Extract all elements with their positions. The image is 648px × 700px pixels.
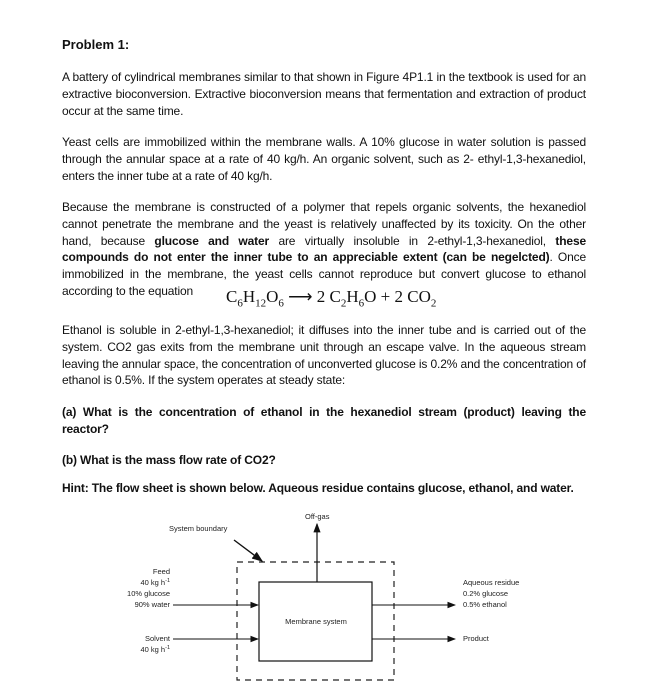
- feed-glucose: 10% glucose: [127, 589, 170, 598]
- aqueous-glucose: 0.2% glucose: [463, 589, 509, 598]
- question-a: (a) What is the concentration of ethanol in the hexanediol stream (product) leaving the reactor?: [62, 405, 586, 436]
- feed-label: Feed: [152, 567, 170, 576]
- feed-rate: 40 kg $h^{-1}$: [140, 578, 170, 587]
- boundary-pointer-arrow: [234, 540, 262, 561]
- text: . Once immobilized in the membrane, the yeast cells cannot reproduce but convert glucose to ethanol according to the equation: [62, 250, 586, 298]
- hint: Hint: The flow sheet is shown below. Aqueous residue contains glucose, ethanol, and water.: [62, 481, 574, 495]
- bold-text: glucose and water: [154, 233, 270, 248]
- solvent-rate: 40 kg $h^{-1}$: [140, 645, 170, 654]
- text: Because the membrane is constructed of a polymer that repels organic solvents, the hexanediol cannot penetrate the membrane and the yeast is relatively unaffected by its toxicity. On the other hand, because: [62, 200, 586, 248]
- paragraph-yeast: Yeast cells are immobilized within the membrane walls. A 10% glucose in water solution is passed through the annular space at a rate of 40 kg/h. An organic solvent, such as 2- ethyl-1,3-hexanediol, enters the inner tube at a rate of 40 kg/h.: [62, 135, 586, 183]
- boundary-label: System boundary: [169, 524, 228, 533]
- membrane-label: Membrane system: [285, 617, 347, 626]
- aqueous-label: Aqueous residue: [463, 578, 520, 587]
- aqueous-ethanol: 0.5% ethanol: [463, 600, 507, 609]
- offgas-label: Off-gas: [305, 512, 330, 521]
- paragraph-ethanol: Ethanol is soluble in 2-ethyl-1,3-hexanediol; it diffuses into the inner tube and is carried out of the system. CO2 gas exits from the membrane unit through an escape valve. In the aqueous stream leaving the annular space, the concentration of unconverted glucose is 0.2% and the concentration of ethanol is 0.5%. If the system operates at steady state:: [62, 323, 586, 388]
- reaction-equation: $C_6H_{12}O_6$ ⟶ 2 $C_2H_6O + 2$ $CO_2$: [226, 287, 437, 310]
- solvent-label: Solvent: [144, 634, 170, 643]
- product-label: Product: [463, 634, 489, 643]
- feed-water: 90% water: [134, 600, 170, 609]
- paragraph-intro: A battery of cylindrical membranes similar to that shown in Figure 4P1.1 in the textbook is used for an extractive bioconversion. Extractive bioconversion means that fermentation and extraction of product occur at the same time.: [62, 70, 586, 118]
- text: are virtually insoluble in 2-ethyl-1,3-hexanediol,: [269, 233, 556, 248]
- problem-title: Problem 1:: [62, 37, 130, 52]
- bold-text: these compounds do not enter the inner tube to an appreciable extent (can be negelcted): [62, 233, 586, 265]
- question-b: (b) What is the mass flow rate of CO2?: [62, 453, 276, 467]
